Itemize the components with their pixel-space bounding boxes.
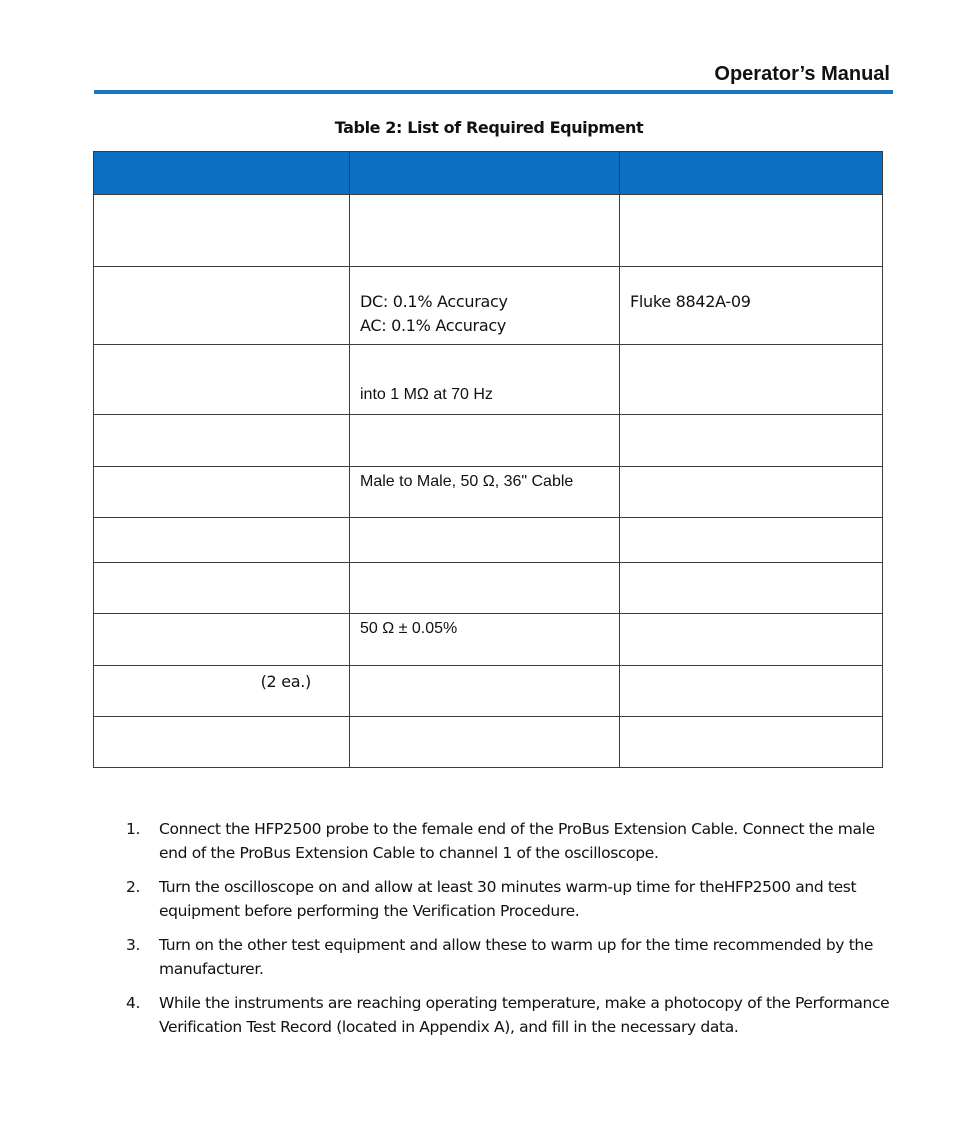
step-text: Connect the HFP2500 probe to the female end of the ProBus Extension Cable. Connect the male end of the ProBus Extension Cable to channel 1 of the oscilloscope.	[159, 820, 875, 862]
step-text: Turn on the other test equipment and allow these to warm up for the time recommended by the manufacturer.	[159, 936, 874, 978]
table-cell	[620, 666, 883, 717]
table-header-row	[94, 152, 883, 195]
table-row	[94, 195, 883, 267]
step-number: 1.	[126, 820, 141, 838]
table-cell	[350, 518, 620, 563]
equipment-table	[93, 151, 883, 768]
table-cell	[620, 467, 883, 518]
spec-text: Male to Male, 50 Ω, 36" Cable	[360, 473, 574, 490]
table-cell	[620, 563, 883, 614]
table-row	[94, 717, 883, 768]
table-cell	[350, 717, 620, 768]
step-text: While the instruments are reaching operating temperature, make a photocopy of the Performance Verification Test Record (located in Appendix A), and fill in the necessary data.	[159, 994, 890, 1036]
page-header-title: Operator’s Manual	[714, 63, 890, 85]
step-number: 2.	[126, 878, 141, 896]
list-item	[126, 818, 896, 865]
table-cell	[94, 195, 350, 267]
table-row	[94, 518, 883, 563]
table-cell	[94, 415, 350, 467]
table-caption: Table 2: List of Required Equipment	[334, 118, 644, 137]
table-cell	[350, 614, 620, 666]
spec-text: into 1 MΩ at 70 Hz	[360, 386, 493, 403]
spec-text: 50 Ω ± 0.05%	[360, 620, 458, 637]
table-cell	[350, 195, 620, 267]
table-cell	[350, 345, 620, 415]
example-model: Fluke 8842A-09	[630, 292, 751, 311]
table-cell	[94, 614, 350, 666]
table-cell	[620, 415, 883, 467]
table-cell	[620, 267, 883, 345]
table-row	[94, 614, 883, 666]
step-text: Turn the oscilloscope on and allow at least 30 minutes warm-up time for theHFP2500 and test equipment before performing the Verification Procedure.	[159, 878, 857, 920]
table-header-cell	[620, 152, 883, 195]
table-cell	[350, 267, 620, 345]
table-cell	[94, 467, 350, 518]
table-cell	[94, 345, 350, 415]
spec-dc-accuracy: DC: 0.1% Accuracy	[360, 292, 508, 311]
table-cell	[350, 563, 620, 614]
table-row	[94, 415, 883, 467]
procedure-steps	[126, 818, 896, 1050]
table-cell	[620, 518, 883, 563]
table-cell	[620, 345, 883, 415]
list-item	[126, 876, 896, 923]
table-cell	[94, 666, 350, 717]
table-header-cell	[94, 152, 350, 195]
table-cell	[94, 563, 350, 614]
table-cell	[94, 267, 350, 345]
step-number: 4.	[126, 994, 141, 1012]
table-cell	[620, 717, 883, 768]
table-row	[94, 666, 883, 717]
spec-ac-accuracy: AC: 0.1% Accuracy	[360, 316, 506, 335]
table-cell	[94, 518, 350, 563]
table-cell	[620, 195, 883, 267]
table-cell	[94, 717, 350, 768]
table-row	[94, 345, 883, 415]
step-number: 3.	[126, 936, 141, 954]
table-cell	[620, 614, 883, 666]
table-row	[94, 467, 883, 518]
table-cell	[350, 415, 620, 467]
header-rule	[94, 90, 893, 94]
table-cell	[350, 666, 620, 717]
table-header-cell	[350, 152, 620, 195]
quantity-note: (2 ea.)	[260, 672, 311, 691]
table-row	[94, 267, 883, 345]
list-item	[126, 992, 896, 1039]
list-item	[126, 934, 896, 981]
table-row	[94, 563, 883, 614]
table-cell	[350, 467, 620, 518]
